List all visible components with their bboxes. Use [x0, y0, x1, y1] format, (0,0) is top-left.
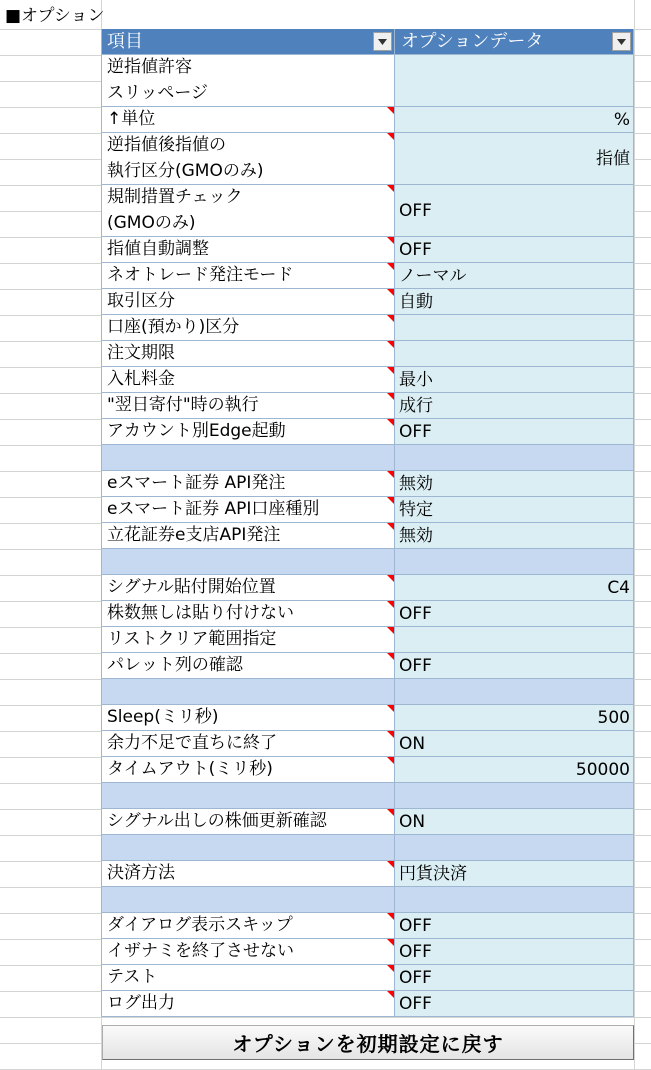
comment-indicator-icon[interactable] [387, 705, 394, 712]
table-row [101, 965, 634, 991]
gridline [0, 1017, 651, 1018]
option-value: 50000 [575, 759, 630, 780]
item-label: ↑単位 [107, 109, 156, 129]
option-value-cell[interactable] [395, 835, 634, 860]
option-value-cell[interactable] [395, 341, 634, 366]
option-value-cell[interactable] [395, 289, 634, 314]
option-value-cell[interactable] [395, 575, 634, 600]
header-item-label: 項目 [107, 31, 143, 52]
separator-row [101, 835, 634, 861]
option-value-cell[interactable] [395, 367, 634, 392]
option-value-cell[interactable] [395, 887, 634, 912]
item-cell[interactable] [101, 523, 395, 548]
separator-row [101, 445, 634, 471]
table-row [101, 263, 634, 289]
item-cell[interactable] [101, 263, 395, 288]
table-row [101, 419, 634, 445]
option-value-cell[interactable] [395, 861, 634, 886]
item-cell[interactable] [101, 107, 395, 132]
option-value-cell[interactable] [395, 809, 634, 834]
comment-indicator-icon[interactable] [387, 237, 394, 244]
table-row [101, 289, 634, 315]
comment-indicator-icon[interactable] [387, 497, 394, 504]
item-label: ダイアログ表示スキップ [107, 915, 293, 935]
comment-indicator-icon[interactable] [387, 861, 394, 868]
item-cell[interactable] [101, 783, 395, 808]
table-row [101, 107, 634, 133]
option-value: OFF [399, 941, 432, 962]
comment-indicator-icon[interactable] [387, 523, 394, 530]
item-label: 注文期限 [107, 343, 175, 363]
comment-indicator-icon[interactable] [387, 991, 394, 998]
item-label: eスマート証券 API発注 [107, 473, 286, 493]
option-value-cell[interactable] [395, 913, 634, 938]
option-value-cell[interactable] [395, 445, 634, 470]
item-cell[interactable] [101, 289, 395, 314]
item-cell[interactable] [101, 939, 395, 964]
reset-options-button[interactable]: オプションを初期設定に戻す [102, 1025, 634, 1060]
table-row [101, 627, 634, 653]
item-label: 株数無しは貼り付けない [107, 603, 294, 623]
table-row [101, 757, 634, 783]
item-cell[interactable] [101, 237, 395, 262]
item-label: タイムアウト(ミリ秒) [107, 759, 273, 779]
option-value: OFF [399, 200, 432, 221]
table-row [101, 471, 634, 497]
option-value-cell[interactable] [395, 965, 634, 990]
option-value-cell[interactable] [395, 705, 634, 730]
chevron-down-icon [378, 39, 387, 45]
option-value-cell[interactable] [395, 107, 634, 132]
comment-indicator-icon[interactable] [387, 809, 394, 816]
option-value: 特定 [399, 499, 433, 520]
item-cell[interactable] [101, 887, 395, 912]
comment-indicator-icon[interactable] [387, 757, 394, 764]
option-value-cell[interactable] [395, 991, 634, 1016]
option-value-cell[interactable] [395, 237, 634, 262]
item-label: 入札料金 [107, 369, 175, 389]
item-cell[interactable] [101, 965, 395, 990]
separator-row [101, 783, 634, 809]
table-row [101, 315, 634, 341]
comment-indicator-icon[interactable] [387, 965, 394, 972]
item-cell[interactable] [101, 601, 395, 626]
item-cell[interactable] [101, 445, 395, 470]
item-label: eスマート証券 API口座種別 [107, 499, 320, 519]
item-cell[interactable] [101, 185, 395, 236]
item-label: パレット列の確認 [107, 655, 243, 675]
item-label: ネオトレード発注モード [107, 265, 294, 285]
item-cell[interactable] [101, 835, 395, 860]
option-value-cell[interactable] [395, 471, 634, 496]
item-label: シグナル貼付開始位置 [107, 577, 276, 597]
table-row [101, 939, 634, 965]
comment-indicator-icon[interactable] [387, 341, 394, 348]
item-cell[interactable] [101, 471, 395, 496]
table-header-row [101, 29, 634, 55]
table-row [101, 601, 634, 627]
item-cell[interactable] [101, 913, 395, 938]
item-label: 逆指値許容 スリッページ [107, 57, 208, 103]
option-value: 指値 [596, 148, 630, 169]
item-cell[interactable] [101, 627, 395, 652]
table-row [101, 705, 634, 731]
item-cell[interactable] [101, 809, 395, 834]
header-option-data[interactable] [395, 29, 634, 54]
comment-indicator-icon[interactable] [387, 575, 394, 582]
option-value-cell[interactable] [395, 497, 634, 522]
item-label: 立花証券e支店API発注 [107, 525, 281, 545]
item-label: リストクリア範囲指定 [107, 629, 277, 649]
option-value-cell[interactable] [395, 523, 634, 548]
item-cell[interactable] [101, 367, 395, 392]
item-cell[interactable] [101, 315, 395, 340]
comment-indicator-icon[interactable] [387, 133, 394, 140]
comment-indicator-icon[interactable] [387, 185, 394, 192]
option-value-cell[interactable] [395, 679, 634, 704]
option-value-cell[interactable] [395, 263, 634, 288]
table-row [101, 393, 634, 419]
option-value-cell[interactable] [395, 133, 634, 184]
item-cell[interactable] [101, 341, 395, 366]
option-value: ON [399, 733, 426, 754]
item-label: 口座(預かり)区分 [107, 317, 240, 337]
item-label: イザナミを終了させない [107, 941, 294, 961]
option-value-cell[interactable] [395, 627, 634, 652]
option-value-cell[interactable] [395, 419, 634, 444]
option-value: 無効 [399, 473, 433, 494]
option-value: ON [399, 811, 426, 832]
option-value-cell[interactable] [395, 939, 634, 964]
option-value-cell[interactable] [395, 757, 634, 782]
separator-row [101, 679, 634, 705]
comment-indicator-icon[interactable] [387, 419, 394, 426]
item-label: テスト [107, 967, 158, 987]
option-value: C4 [607, 577, 630, 598]
option-value-cell[interactable] [395, 601, 634, 626]
item-label: ログ出力 [107, 993, 175, 1013]
sheet-title: ■オプション [5, 6, 105, 26]
item-cell[interactable] [101, 393, 395, 418]
comment-indicator-icon[interactable] [387, 289, 394, 296]
item-cell[interactable] [101, 861, 395, 886]
item-cell[interactable] [101, 757, 395, 782]
option-value-cell[interactable] [395, 549, 634, 574]
item-label: シグナル出しの株価更新確認 [107, 811, 327, 831]
option-value: 成行 [399, 395, 433, 416]
header-item[interactable] [101, 29, 395, 54]
table-row [101, 55, 634, 107]
item-cell[interactable] [101, 549, 395, 574]
option-value: 最小 [399, 369, 433, 390]
option-value-cell[interactable] [395, 653, 634, 678]
table-row [101, 185, 634, 237]
option-value: OFF [399, 239, 432, 260]
comment-indicator-icon[interactable] [387, 601, 394, 608]
table-row [101, 809, 634, 835]
item-cell[interactable] [101, 497, 395, 522]
item-cell[interactable] [101, 419, 395, 444]
comment-indicator-icon[interactable] [387, 653, 394, 660]
option-value: 無効 [399, 525, 433, 546]
table-row [101, 991, 634, 1017]
header-option-data-label: オプションデータ [401, 30, 544, 52]
item-label: 取引区分 [107, 291, 175, 311]
item-cell[interactable] [101, 731, 395, 756]
option-value: OFF [399, 915, 432, 936]
item-label: Sleep(ミリ秒) [107, 707, 219, 727]
option-value-cell[interactable] [395, 315, 634, 340]
table-row [101, 497, 634, 523]
option-value-cell[interactable] [395, 185, 634, 236]
option-value: OFF [399, 603, 432, 624]
option-value: 500 [597, 707, 630, 728]
table-row [101, 653, 634, 679]
comment-indicator-icon[interactable] [387, 315, 394, 322]
table-row [101, 341, 634, 367]
option-value: 自動 [399, 291, 433, 312]
item-label: アカウント別Edge起動 [107, 421, 286, 441]
item-label: 規制措置チェック (GMOのみ) [107, 187, 243, 233]
item-label: "翌日寄付"時の執行 [107, 395, 259, 415]
option-value: ノーマル [399, 265, 467, 286]
comment-indicator-icon[interactable] [387, 107, 394, 114]
table-row [101, 237, 634, 263]
comment-indicator-icon[interactable] [387, 731, 394, 738]
item-cell[interactable] [101, 705, 395, 730]
item-label: 決済方法 [107, 863, 175, 883]
chevron-down-icon [617, 39, 626, 45]
option-value: OFF [399, 655, 432, 676]
table-row [101, 731, 634, 757]
option-value-cell[interactable] [395, 55, 634, 106]
table-row [101, 367, 634, 393]
comment-indicator-icon[interactable] [387, 393, 394, 400]
item-cell[interactable] [101, 653, 395, 678]
item-cell[interactable] [101, 133, 395, 184]
comment-indicator-icon[interactable] [387, 913, 394, 920]
table-row [101, 523, 634, 549]
separator-row [101, 549, 634, 575]
comment-indicator-icon[interactable] [387, 627, 394, 634]
option-value-cell[interactable] [395, 731, 634, 756]
comment-indicator-icon[interactable] [387, 939, 394, 946]
comment-indicator-icon[interactable] [387, 367, 394, 374]
option-value: OFF [399, 967, 432, 988]
item-cell[interactable] [101, 575, 395, 600]
gridline [634, 0, 635, 1070]
item-cell[interactable] [101, 55, 395, 106]
option-value-cell[interactable] [395, 393, 634, 418]
comment-indicator-icon[interactable] [387, 471, 394, 478]
option-value: 円貨決済 [399, 863, 467, 884]
item-label: 指値自動調整 [107, 239, 209, 259]
item-label: 逆指値後指値の 執行区分(GMOのみ) [107, 135, 264, 181]
comment-indicator-icon[interactable] [387, 263, 394, 270]
filter-dropdown-option-data[interactable] [612, 32, 631, 51]
table-row [101, 861, 634, 887]
option-value: % [613, 109, 630, 130]
item-cell[interactable] [101, 991, 395, 1016]
separator-row [101, 887, 634, 913]
table-row [101, 575, 634, 601]
item-cell[interactable] [101, 679, 395, 704]
option-value-cell[interactable] [395, 783, 634, 808]
filter-dropdown-item[interactable] [373, 32, 392, 51]
table-row [101, 913, 634, 939]
table-row [101, 133, 634, 185]
option-value: OFF [399, 993, 432, 1014]
option-value: OFF [399, 421, 432, 442]
item-label: 余力不足で直ちに終了 [107, 733, 277, 753]
